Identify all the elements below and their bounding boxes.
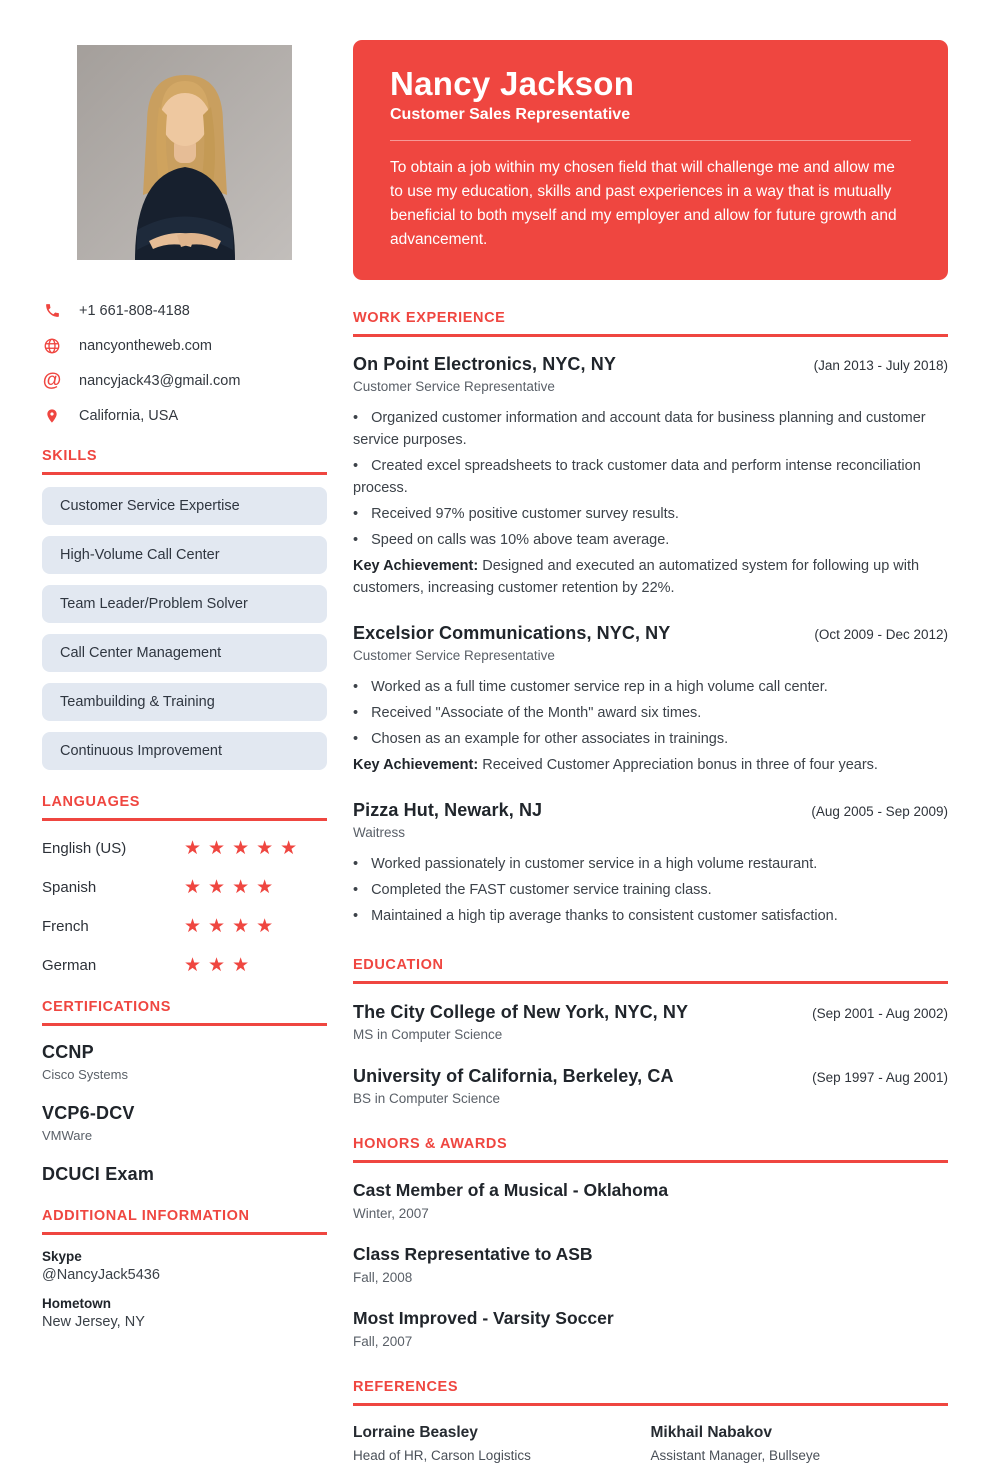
star-rating: ★★★★ — [184, 916, 281, 937]
key-achievement: Key Achievement: Received Customer Appreciation bonus in three of four years. — [353, 757, 878, 774]
skills-heading: SKILLS — [42, 448, 327, 475]
bullet-dot-icon: • — [353, 679, 359, 696]
job-bullet: • Completed the FAST customer service training class. — [353, 882, 712, 899]
profile-photo — [77, 45, 292, 260]
star-rating: ★★★ — [184, 955, 257, 976]
bullet-dot-icon: • — [353, 458, 359, 475]
bullet-dot-icon: • — [353, 506, 359, 523]
job-dates: (Jan 2013 - July 2018) — [813, 358, 948, 374]
work-experience-section — [353, 310, 948, 927]
reference-name: Mikhail Nabakov — [650, 1424, 772, 1442]
job-entry — [353, 800, 948, 927]
certifications-heading: CERTIFICATIONS — [42, 999, 327, 1026]
job-company: Excelsior Communications, NYC, NY — [353, 623, 671, 644]
phone-icon — [42, 301, 62, 321]
language-name: French — [42, 918, 89, 935]
skill-pill: Teambuilding & Training — [42, 683, 327, 721]
location-text: California, USA — [79, 407, 179, 424]
at-sign-icon: @ — [42, 369, 62, 391]
certifications-list — [42, 1042, 327, 1185]
honor-title: Class Representative to ASB — [353, 1244, 593, 1265]
job-bullets — [353, 676, 948, 750]
certification-title: DCUCI Exam — [42, 1164, 155, 1184]
certification-issuer: Cisco Systems — [42, 1067, 128, 1082]
honor-date: Fall, 2007 — [353, 1334, 413, 1350]
certification-item — [42, 1103, 327, 1143]
education-entry — [353, 1066, 948, 1106]
location-pin-icon — [42, 406, 62, 426]
school-name: The City College of New York, NYC, NY — [353, 1002, 689, 1023]
phone-number: +1 661-808-4188 — [79, 302, 190, 319]
skills-section — [42, 448, 327, 770]
languages-heading: LANGUAGES — [42, 794, 327, 821]
objective-summary: To obtain a job within my chosen field that will challenge me and allow me to use my education, skills and past experiences in a way that is mutually beneficial to both myself and my employer and allow for future growth and advancement. — [390, 159, 897, 249]
additional-info-section — [42, 1208, 327, 1330]
honors-heading: HONORS & AWARDS — [353, 1136, 948, 1163]
honor-entry — [353, 1180, 948, 1221]
job-bullet: • Worked passionately in customer service in a high volume restaurant. — [353, 856, 818, 873]
job-bullet: • Received 97% positive customer survey results. — [353, 506, 679, 523]
reference-name: Lorraine Beasley — [353, 1424, 478, 1442]
job-bullet: • Maintained a high tip average thanks to consistent customer satisfaction. — [353, 908, 838, 925]
work-experience-heading: WORK EXPERIENCE — [353, 310, 948, 337]
references-heading: REFERENCES — [353, 1379, 948, 1406]
contact-section — [42, 300, 327, 426]
degree-name: MS in Computer Science — [353, 1027, 503, 1043]
job-role: Customer Service Representative — [353, 379, 555, 395]
reference-role: Head of HR, Carson Logistics — [353, 1448, 531, 1463]
job-bullet: • Chosen as an example for other associates in trainings. — [353, 731, 729, 748]
certifications-section — [42, 999, 327, 1185]
references-section — [353, 1379, 948, 1463]
bullet-dot-icon: • — [353, 532, 359, 549]
reference-entry — [353, 1424, 651, 1463]
reference-entry — [651, 1424, 949, 1463]
job-role: Waitress — [353, 825, 406, 841]
language-row — [42, 837, 327, 860]
bullet-dot-icon: • — [353, 856, 359, 873]
bullet-dot-icon: • — [353, 705, 359, 722]
star-rating: ★★★★★ — [184, 838, 305, 859]
bullet-dot-icon: • — [353, 410, 359, 427]
education-dates: (Sep 1997 - Aug 2001) — [812, 1070, 948, 1086]
info-value: New Jersey, NY — [42, 1314, 145, 1330]
skill-pill: Customer Service Expertise — [42, 487, 327, 525]
job-bullet: • Organized customer information and account data for business planning and customer service purposes. — [353, 410, 926, 449]
skills-list — [42, 487, 327, 770]
star-rating: ★★★★ — [184, 877, 281, 898]
languages-list — [42, 837, 327, 977]
info-value: @NancyJack5436 — [42, 1267, 160, 1283]
header-divider — [390, 140, 911, 141]
website-url: nancyontheweb.com — [79, 337, 212, 354]
main-column — [353, 40, 948, 1463]
job-bullet: • Speed on calls was 10% above team average. — [353, 532, 670, 549]
job-bullets — [353, 407, 948, 551]
job-bullet: • Received "Associate of the Month" award six times. — [353, 705, 702, 722]
certification-item — [42, 1164, 327, 1185]
additional-info-item — [42, 1249, 327, 1283]
job-bullet: • Created excel spreadsheets to track customer data and perform intense reconciliation process. — [353, 458, 921, 497]
job-bullet: • Worked as a full time customer service rep in a high volume call center. — [353, 679, 828, 696]
job-dates: (Oct 2009 - Dec 2012) — [814, 627, 948, 643]
contact-email — [42, 370, 327, 391]
bullet-dot-icon: • — [353, 908, 359, 925]
honors-section — [353, 1136, 948, 1349]
contact-website — [42, 335, 327, 356]
additional-info-list — [42, 1249, 327, 1330]
language-name: German — [42, 957, 97, 974]
certification-issuer: VMWare — [42, 1128, 93, 1143]
honor-entry — [353, 1244, 948, 1285]
sidebar — [42, 40, 327, 1404]
job-entry — [353, 623, 948, 776]
header-card — [353, 40, 948, 280]
profile-photo-illustration — [77, 45, 292, 260]
additional-info-heading: ADDITIONAL INFORMATION — [42, 1208, 327, 1235]
education-section — [353, 957, 948, 1106]
contact-phone — [42, 300, 327, 321]
honor-title: Cast Member of a Musical - Oklahoma — [353, 1180, 669, 1201]
info-label: Hometown — [42, 1296, 111, 1311]
skill-pill: Team Leader/Problem Solver — [42, 585, 327, 623]
job-entry — [353, 354, 948, 599]
references-list — [353, 1424, 948, 1463]
bullet-dot-icon: • — [353, 731, 359, 748]
job-role: Customer Service Representative — [353, 648, 555, 664]
language-name: Spanish — [42, 879, 97, 896]
education-list — [353, 1002, 948, 1106]
honor-entry — [353, 1308, 948, 1349]
languages-section — [42, 794, 327, 977]
skill-pill: Continuous Improvement — [42, 732, 327, 770]
job-dates: (Aug 2005 - Sep 2009) — [811, 804, 948, 820]
skill-pill: Call Center Management — [42, 634, 327, 672]
globe-icon — [42, 336, 62, 356]
honor-date: Fall, 2008 — [353, 1270, 413, 1286]
education-entry — [353, 1002, 948, 1042]
honor-date: Winter, 2007 — [353, 1206, 429, 1222]
candidate-name: Nancy Jackson — [390, 65, 635, 102]
education-dates: (Sep 2001 - Aug 2002) — [812, 1006, 948, 1022]
education-heading: EDUCATION — [353, 957, 948, 984]
bullet-dot-icon: • — [353, 882, 359, 899]
info-label: Skype — [42, 1249, 82, 1264]
degree-name: BS in Computer Science — [353, 1091, 501, 1107]
certification-title: VCP6-DCV — [42, 1103, 135, 1123]
candidate-title: Customer Sales Representative — [390, 106, 631, 124]
job-company: Pizza Hut, Newark, NJ — [353, 800, 543, 821]
certification-item — [42, 1042, 327, 1082]
language-name: English (US) — [42, 840, 127, 857]
reference-role: Assistant Manager, Bullseye — [650, 1448, 821, 1463]
additional-info-item — [42, 1296, 327, 1330]
language-row — [42, 954, 327, 977]
honors-list — [353, 1180, 948, 1349]
honor-title: Most Improved - Varsity Soccer — [353, 1308, 614, 1329]
job-bullets — [353, 853, 948, 927]
key-achievement: Key Achievement: Designed and executed an automatized system for following up with customers, increasing customer retention by 22%. — [353, 558, 920, 597]
certification-title: CCNP — [42, 1042, 94, 1062]
skill-pill: High-Volume Call Center — [42, 536, 327, 574]
job-company: On Point Electronics, NYC, NY — [353, 354, 616, 375]
school-name: University of California, Berkeley, CA — [353, 1066, 674, 1087]
language-row — [42, 876, 327, 899]
email-address: nancyjack43@gmail.com — [79, 372, 241, 389]
language-row — [42, 915, 327, 938]
contact-location — [42, 405, 327, 426]
